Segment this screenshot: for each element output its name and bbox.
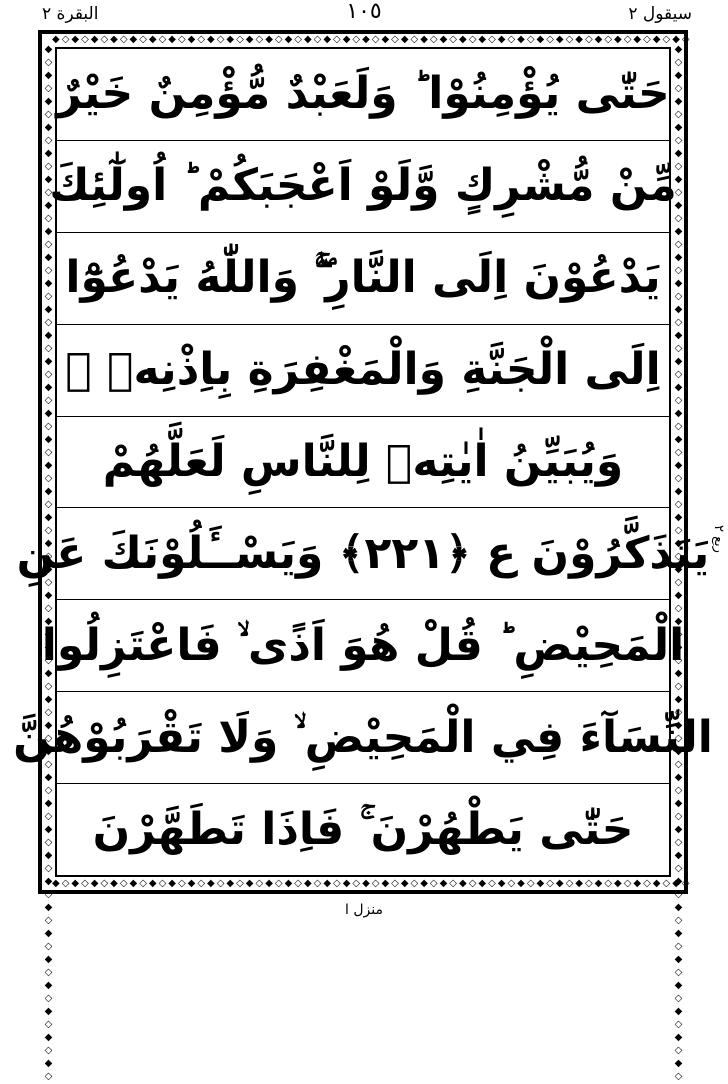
verse-text: الْمَحِيْضِ ؕ قُلْ هُوَ اَذًى ۙ فَاعْتَزِلُوا (41, 619, 685, 671)
verse-text: اِلَى الْجَنَّةِ وَالْمَغْفِرَةِ بِاِذْنِهٖ ۚ (65, 344, 661, 396)
manzil-footer: منزل ا (345, 902, 383, 918)
verse-text: وَيُبَيِّنُ اٰيٰتِهٖ لِلنَّاسِ لَعَلَّهُمْ (102, 436, 624, 487)
border-ornament: ◆◇◆◇◆◇◆◇◆◇◆◇◆◇◆◇◆◇◆◇◆◇◆◇◆◇◆◇◆◇◆◇◆◇◆◇◆◇◆◇◆◇◆◇◆◇◆◇◆◇◆◇◆◇◆◇◆◇◆◇◆◇◆◇◆◇◆◇◆◇◆◇◆◇◆◇◆◇◆◇ (43, 44, 54, 1084)
text-line (13, 692, 713, 784)
border-ornament: ◆◇◆◇◆◇◆◇◆◇◆◇◆◇◆◇◆◇◆◇◆◇◆◇◆◇◆◇◆◇◆◇◆◇◆◇◆◇◆◇◆◇◆◇◆◇◆◇◆◇◆◇◆◇◆◇◆◇◆◇◆◇◆◇◆◇◆◇◆◇◆◇◆◇◆◇◆◇◆◇ (673, 44, 684, 1084)
text-line (16, 508, 710, 600)
verse-text: مِّنْ مُّشْرِكٍ وَّلَوْ اَعْجَبَكُمْ ؕ اُولٰٓئِكَ (49, 160, 677, 212)
text-line (57, 325, 669, 417)
surah-header: البقرة ٢ (42, 4, 99, 24)
text-line (41, 600, 685, 692)
verse-text: يَتَذَكَّرُوْنَ ع ﴿٢٢١﴾ وَيَسْــَٔلُوْنَكَ عَنِ (16, 527, 710, 579)
juz-header: سيقول ٢ (628, 4, 692, 24)
verse-text: حَتّٰى يُؤْمِنُوْا ؕ وَلَعَبْدٌ مُّؤْمِنٌ خَيْرٌ (56, 68, 670, 120)
margin-note: ربع ٢ (711, 525, 726, 553)
verse-text: يَدْعُوْنَ اِلَى النَّارِ ۖۚ وَاللّٰهُ يَدْعُوْٓا (65, 252, 661, 304)
text-line (57, 233, 669, 325)
text-line (57, 417, 669, 509)
border-ornament: ◆◇◆◇◆◇◆◇◆◇◆◇◆◇◆◇◆◇◆◇◆◇◆◇◆◇◆◇◆◇◆◇◆◇◆◇◆◇◆◇◆◇◆◇◆◇◆◇◆◇◆◇◆◇◆◇◆◇◆◇◆◇◆◇◆◇ (52, 34, 692, 45)
page-number: ١٠٥ (346, 0, 382, 24)
text-block (13, 47, 713, 877)
text-line (57, 49, 669, 141)
verse-text: حَتّٰى يَطْهُرْنَ ۚ فَاِذَا تَطَهَّرْنَ (92, 803, 634, 855)
verse-text: النِّسَآءَ فِي الْمَحِيْضِ ۙ وَلَا تَقْرَبُوْهُنَّ (13, 711, 713, 763)
border-ornament: ◆◇◆◇◆◇◆◇◆◇◆◇◆◇◆◇◆◇◆◇◆◇◆◇◆◇◆◇◆◇◆◇◆◇◆◇◆◇◆◇◆◇◆◇◆◇◆◇◆◇◆◇◆◇◆◇◆◇◆◇◆◇◆◇◆◇ (52, 878, 692, 889)
text-line (49, 141, 677, 233)
text-line (57, 784, 669, 875)
